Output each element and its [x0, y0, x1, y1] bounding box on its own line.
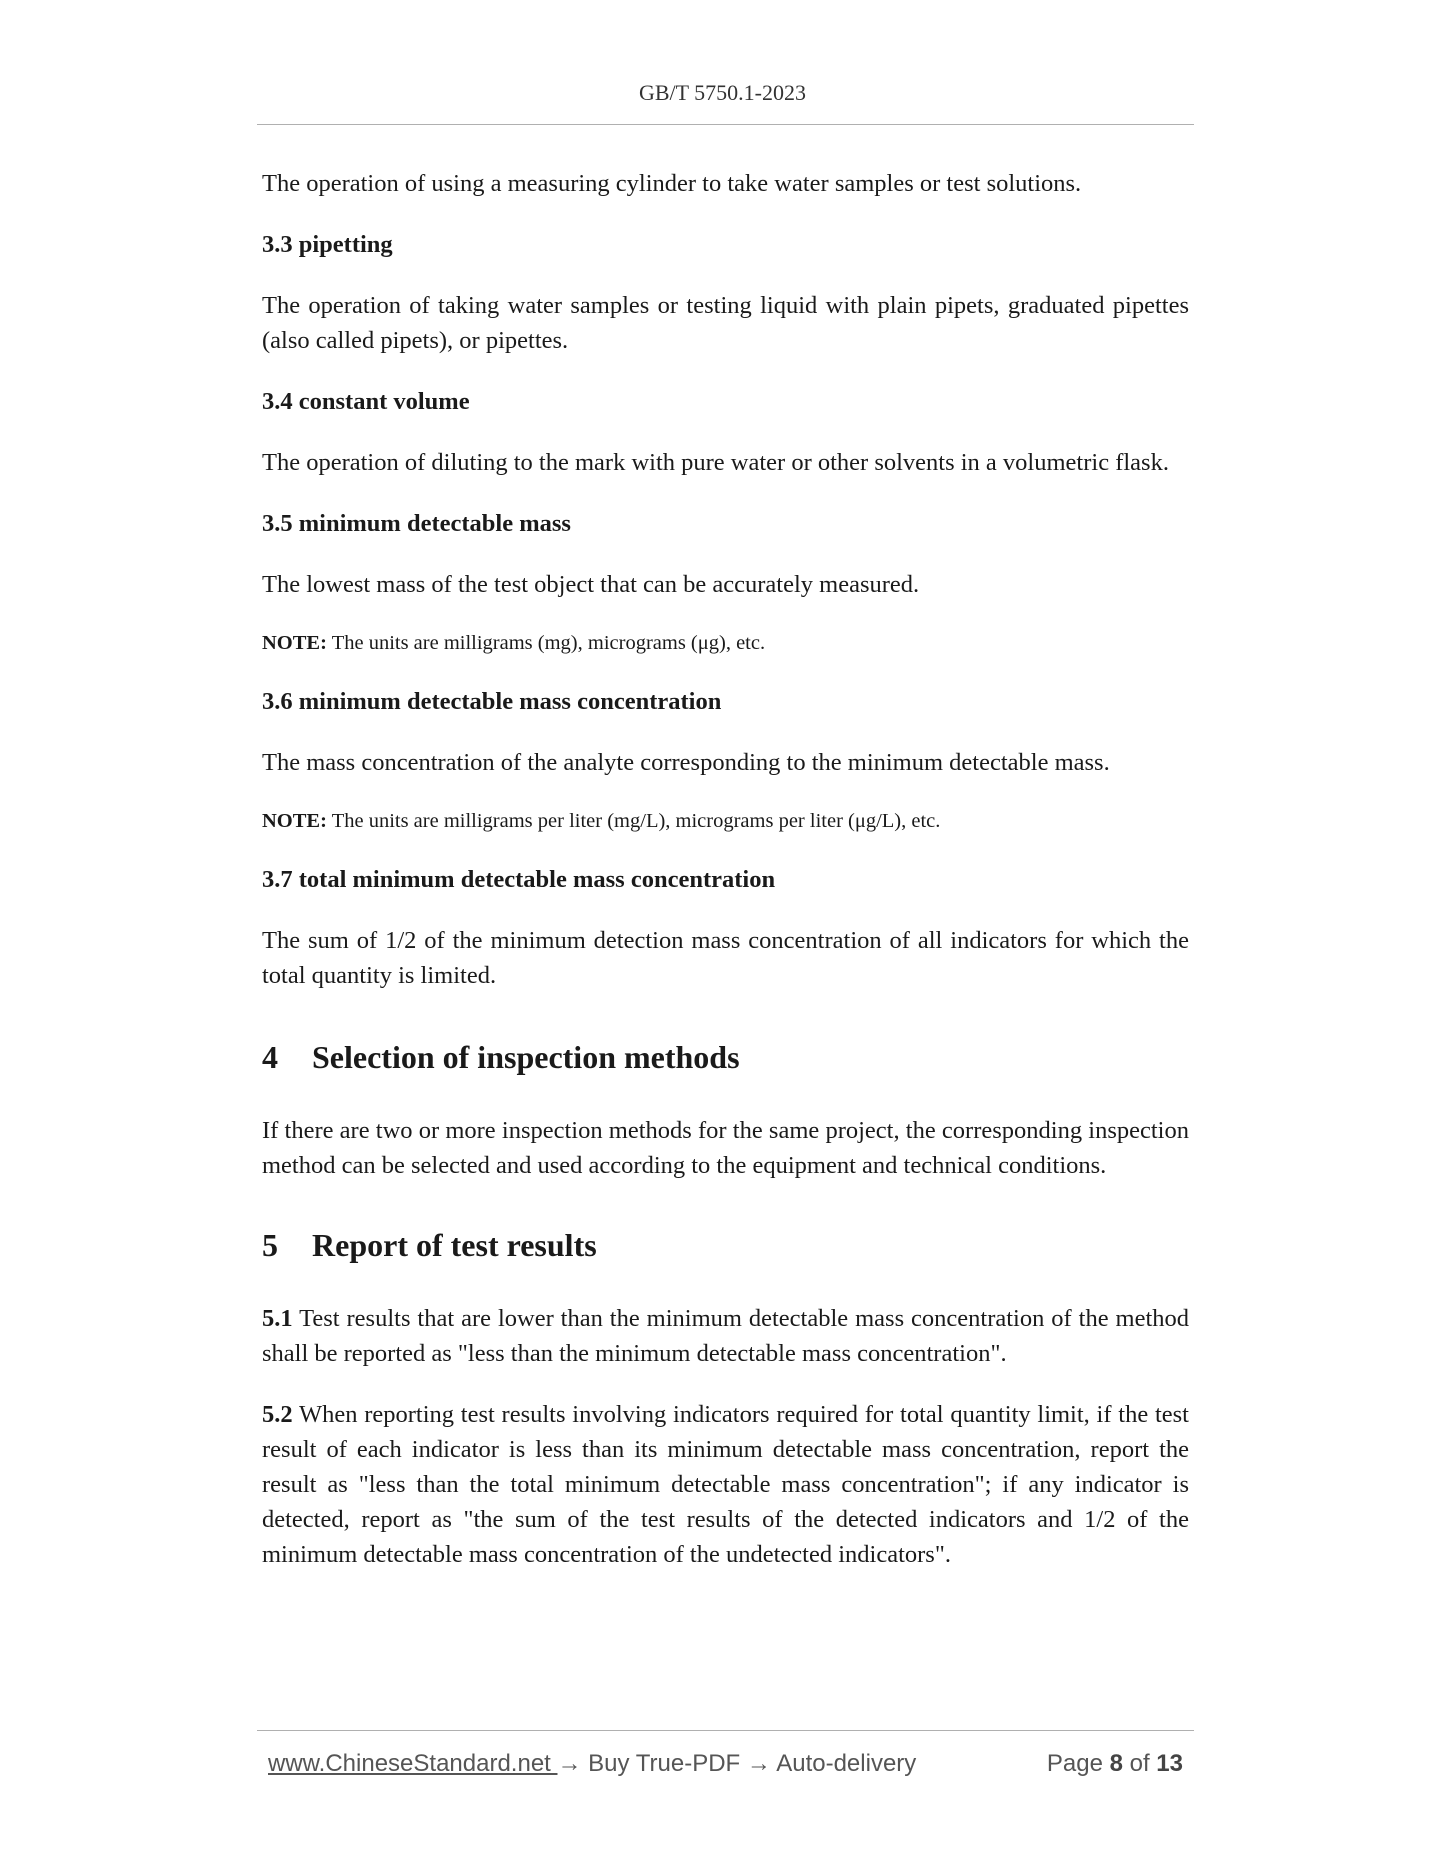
term-heading-3-4: 3.4 constant volume [262, 388, 470, 415]
arrow-right-icon: → [746, 1750, 771, 1777]
term-definition-3-4: The operation of diluting to the mark with pure water or other solvents in a volumetric flask. [262, 449, 1169, 476]
section-5-heading [262, 1225, 1189, 1265]
note-text: The units are milligrams per liter (mg/L), micrograms per liter (μg/L), etc. [326, 810, 941, 832]
document-id-header: GB/T 5750.1-2023 [638, 80, 807, 105]
page-current: 8 [1109, 1750, 1123, 1777]
page-indicator [1047, 1750, 1183, 1778]
term-definition-3-5: The lowest mass of the test object that can be accurately measured. [262, 571, 920, 598]
clause-text: Test results that are lower than the minimum detectable mass concentration of the method shall be reported as "less than the minimum detectable mass concentration". [262, 1305, 1189, 1367]
note-3-5 [262, 628, 1189, 658]
clause-text: When reporting test results involving indicators required for total quantity limit, if the test result of each indicator is less than its minimum detectable mass concentration, report the result as "less than the total minimum detectable mass concentration"; if any indicator is detected, report as "the sum of the test results of the detected indicators and 1/2 of the minimum detectable mass concentration of the undetected indicators". [262, 1401, 1189, 1568]
term-heading-3-6: 3.6 minimum detectable mass concentration [262, 688, 722, 715]
buy-true-pdf-text: Buy True-PDF [581, 1750, 747, 1777]
section-4-heading [262, 1037, 1189, 1077]
note-label: NOTE: [262, 810, 327, 832]
intro-paragraph: The operation of using a measuring cylinder to take water samples or test solutions. [262, 170, 1082, 197]
term-heading-3-5: 3.5 minimum detectable mass [262, 510, 571, 537]
term-definition-3-7: The sum of 1/2 of the minimum detection mass concentration of all indicators for which the total quantity is limited. [262, 927, 1189, 989]
footer-divider [257, 1730, 1194, 1731]
section-4-paragraph: If there are two or more inspection methods for the same project, the corresponding inspection method can be selected and used according to the equipment and technical conditions. [262, 1117, 1189, 1179]
page-of: of [1122, 1750, 1157, 1777]
section-title: Selection of inspection methods [312, 1039, 740, 1075]
note-3-6 [262, 806, 1189, 836]
term-definition-3-3: The operation of taking water samples or testing liquid with plain pipets, graduated pipettes (also called pipets), or pipettes. [262, 292, 1189, 354]
site-link[interactable]: www.ChineseStandard.net [268, 1750, 558, 1777]
section-title: Report of test results [312, 1227, 597, 1263]
clause-5-2 [262, 1397, 1189, 1572]
clause-number: 5.1 [262, 1305, 293, 1332]
clause-number: 5.2 [262, 1401, 293, 1428]
page-label: Page [1046, 1750, 1110, 1777]
term-heading-3-3: 3.3 pipetting [262, 231, 393, 258]
auto-delivery-text: Auto-delivery [770, 1750, 917, 1777]
header-divider [257, 124, 1194, 125]
term-heading-3-7: 3.7 total minimum detectable mass concentration [262, 866, 776, 893]
section-number: 5 [262, 1227, 278, 1263]
note-text: The units are milligrams (mg), micrograms (μg), etc. [326, 632, 766, 654]
arrow-right-icon: → [557, 1750, 582, 1777]
page-total: 13 [1156, 1750, 1183, 1777]
note-label: NOTE: [262, 632, 327, 654]
page-footer [268, 1750, 1188, 1778]
clause-5-1 [262, 1301, 1189, 1371]
term-definition-3-6: The mass concentration of the analyte corresponding to the minimum detectable mass. [262, 749, 1110, 776]
section-number: 4 [262, 1039, 278, 1075]
document-body [262, 166, 1189, 1598]
